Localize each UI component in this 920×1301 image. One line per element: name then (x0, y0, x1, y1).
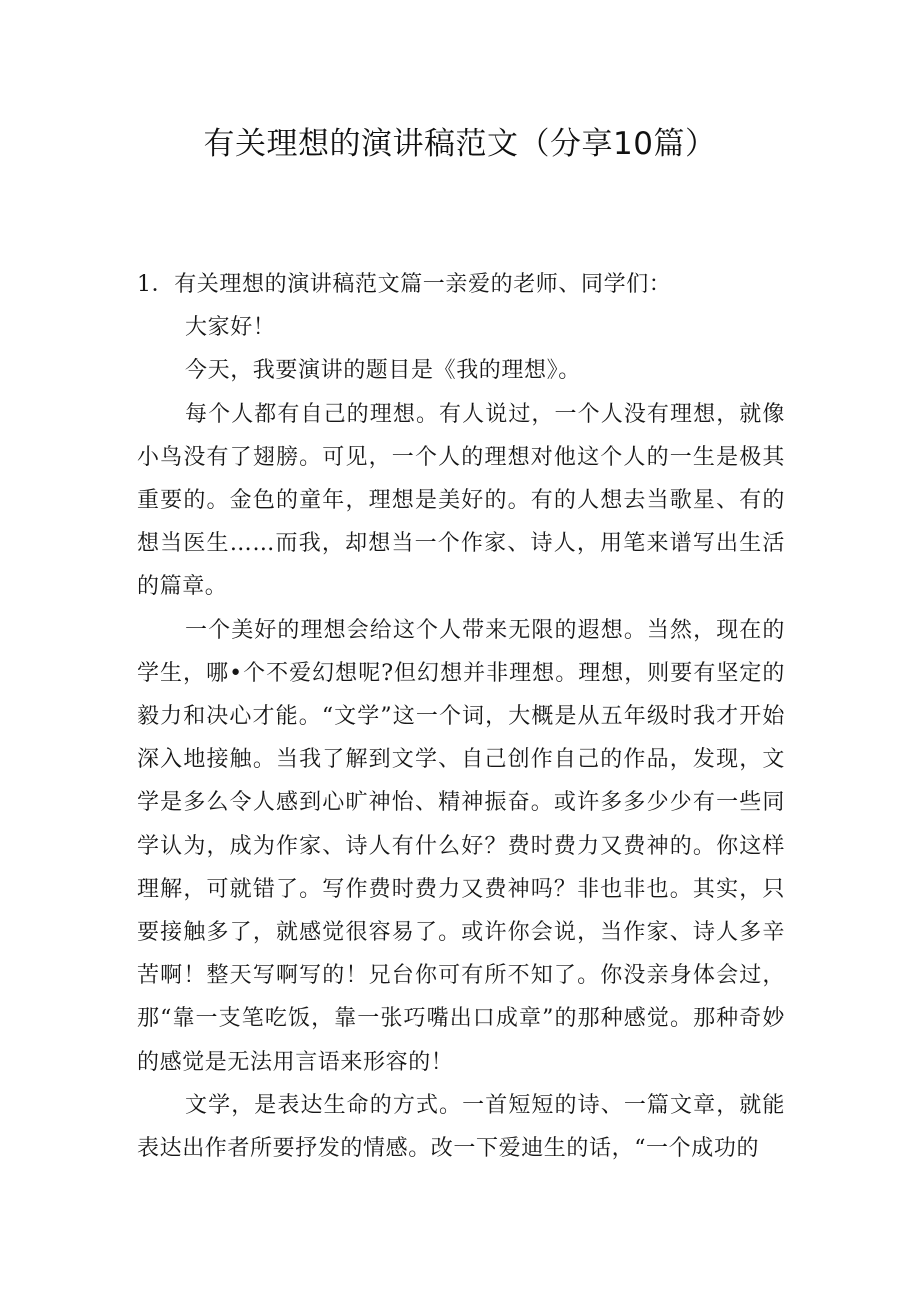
paragraph: 每个人都有自己的理想。有人说过，一个人没有理想，就像小鸟没有了翅膀。可见，一个人的理想对他这个人的一生是极其重要的。金色的童年，理想是美好的。有的人想去当歌星、有的想当医生……而我，却想当一个作家、诗人，用笔来谱写出生活的篇章。 (137, 401, 785, 600)
paragraph-greeting: 大家好！ (185, 315, 276, 341)
document-body (137, 263, 785, 1170)
paragraph: 一个美好的理想会给这个人带来无限的遐想。当然，现在的学生，哪•个不爱幻想呢?但幻想并非理想。理想，则要有坚定的毅力和决心才能。“文学”这一个词，大概是从五年级时我才开始深入地接触。当我了解到文学、自己创作自己的作品，发现，文学是多么令人感到心旷神怡、精神振奋。或许多多少少有一些同学认为，成为作家、诗人有什么好？费时费力又费神的。你这样理解，可就错了。写作费时费力又费神吗？非也非也。其实，只要接触多了，就感觉很容易了。或许你会说，当作家、诗人多辛苦啊！整天写啊写的！兄台你可有所不知了。你没亲身体会过，那“靠一支笔吃饭，靠一张巧嘴出口成章”的那种感觉。那种奇妙的感觉是无法用言语来形容的！ (137, 617, 785, 1075)
section-heading: 1．有关理想的演讲稿范文篇一亲爱的老师、同学们： (137, 272, 672, 297)
paragraph: 文学，是表达生命的方式。一首短短的诗、一篇文章，就能表达出作者所要抒发的情感。改一下爱迪生的话，“一个成功的 (137, 1092, 785, 1162)
paragraph-topic: 今天，我要演讲的题目是《我的理想》。 (185, 358, 581, 384)
document-title: 有关理想的演讲稿范文（分享10篇） (203, 126, 717, 162)
